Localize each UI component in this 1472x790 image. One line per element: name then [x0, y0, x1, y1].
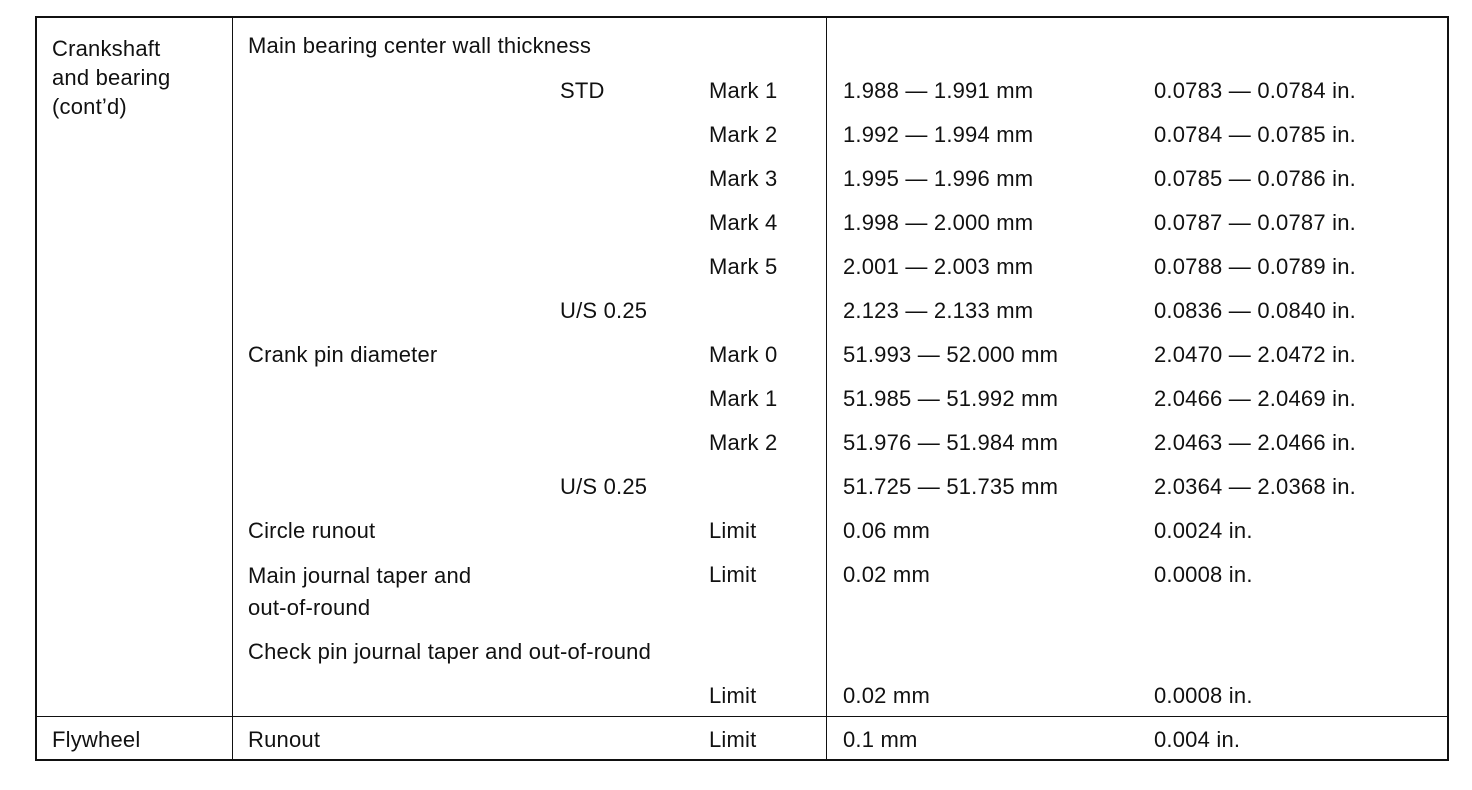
mark-label: Mark 2 — [709, 122, 778, 147]
mark-label: Mark 5 — [709, 254, 778, 279]
value-mm: 51.976 — 51.984 mm — [843, 430, 1059, 455]
sub-label: STD — [560, 78, 605, 103]
value-in: 0.0784 — 0.0785 in. — [1154, 122, 1356, 147]
value-in: 0.0008 in. — [1154, 683, 1253, 708]
column-divider-values — [826, 17, 827, 760]
value-mm: 51.993 — 52.000 mm — [843, 342, 1059, 367]
value-in: 0.0024 in. — [1154, 518, 1253, 543]
sub-label: U/S 0.25 — [560, 298, 648, 323]
value-in: 0.004 in. — [1154, 727, 1241, 752]
value-mm: 1.988 — 1.991 mm — [843, 78, 1034, 103]
value-in: 2.0463 — 2.0466 in. — [1154, 430, 1356, 455]
value-mm: 51.985 — 51.992 mm — [843, 386, 1059, 411]
value-mm: 1.992 — 1.994 mm — [843, 122, 1034, 147]
value-in: 0.0836 — 0.0840 in. — [1154, 298, 1356, 323]
section-crankshaft-label: Crankshaft and bearing (cont’d) — [52, 36, 171, 119]
mark-label: Mark 1 — [709, 386, 778, 411]
value-in: 0.0008 in. — [1154, 562, 1253, 587]
mark-label: Limit — [709, 683, 757, 708]
mark-label: Mark 1 — [709, 78, 778, 103]
mark-label: Mark 0 — [709, 342, 778, 367]
value-in: 0.0783 — 0.0784 in. — [1154, 78, 1356, 103]
value-mm: 2.001 — 2.003 mm — [843, 254, 1034, 279]
mark-label: Mark 4 — [709, 210, 778, 235]
section-flywheel-label: Flywheel — [52, 727, 141, 752]
mark-label: Limit — [709, 727, 757, 752]
item-label: Main bearing center wall thickness — [248, 33, 592, 58]
value-mm: 0.1 mm — [843, 727, 918, 752]
column-divider-section — [232, 17, 233, 760]
item-label: Main journal taper and out-of-round — [248, 563, 472, 620]
sub-label: U/S 0.25 — [560, 474, 648, 499]
value-mm: 0.02 mm — [843, 683, 930, 708]
value-in: 2.0470 — 2.0472 in. — [1154, 342, 1356, 367]
value-mm: 0.02 mm — [843, 562, 930, 587]
item-label: Check pin journal taper and out-of-round — [248, 639, 652, 664]
item-label: Crank pin diameter — [248, 342, 438, 367]
section-divider — [36, 716, 1448, 717]
value-in: 2.0364 — 2.0368 in. — [1154, 474, 1356, 499]
value-in: 0.0788 — 0.0789 in. — [1154, 254, 1356, 279]
value-mm: 51.725 — 51.735 mm — [843, 474, 1059, 499]
value-mm: 0.06 mm — [843, 518, 930, 543]
value-mm: 1.995 — 1.996 mm — [843, 166, 1034, 191]
mark-label: Limit — [709, 562, 757, 587]
value-mm: 2.123 — 2.133 mm — [843, 298, 1034, 323]
mark-label: Mark 2 — [709, 430, 778, 455]
mark-label: Limit — [709, 518, 757, 543]
value-mm: 1.998 — 2.000 mm — [843, 210, 1034, 235]
mark-label: Mark 3 — [709, 166, 778, 191]
value-in: 2.0466 — 2.0469 in. — [1154, 386, 1356, 411]
item-label: Circle runout — [248, 518, 376, 543]
value-in: 0.0787 — 0.0787 in. — [1154, 210, 1356, 235]
value-in: 0.0785 — 0.0786 in. — [1154, 166, 1356, 191]
item-label: Runout — [248, 727, 321, 752]
